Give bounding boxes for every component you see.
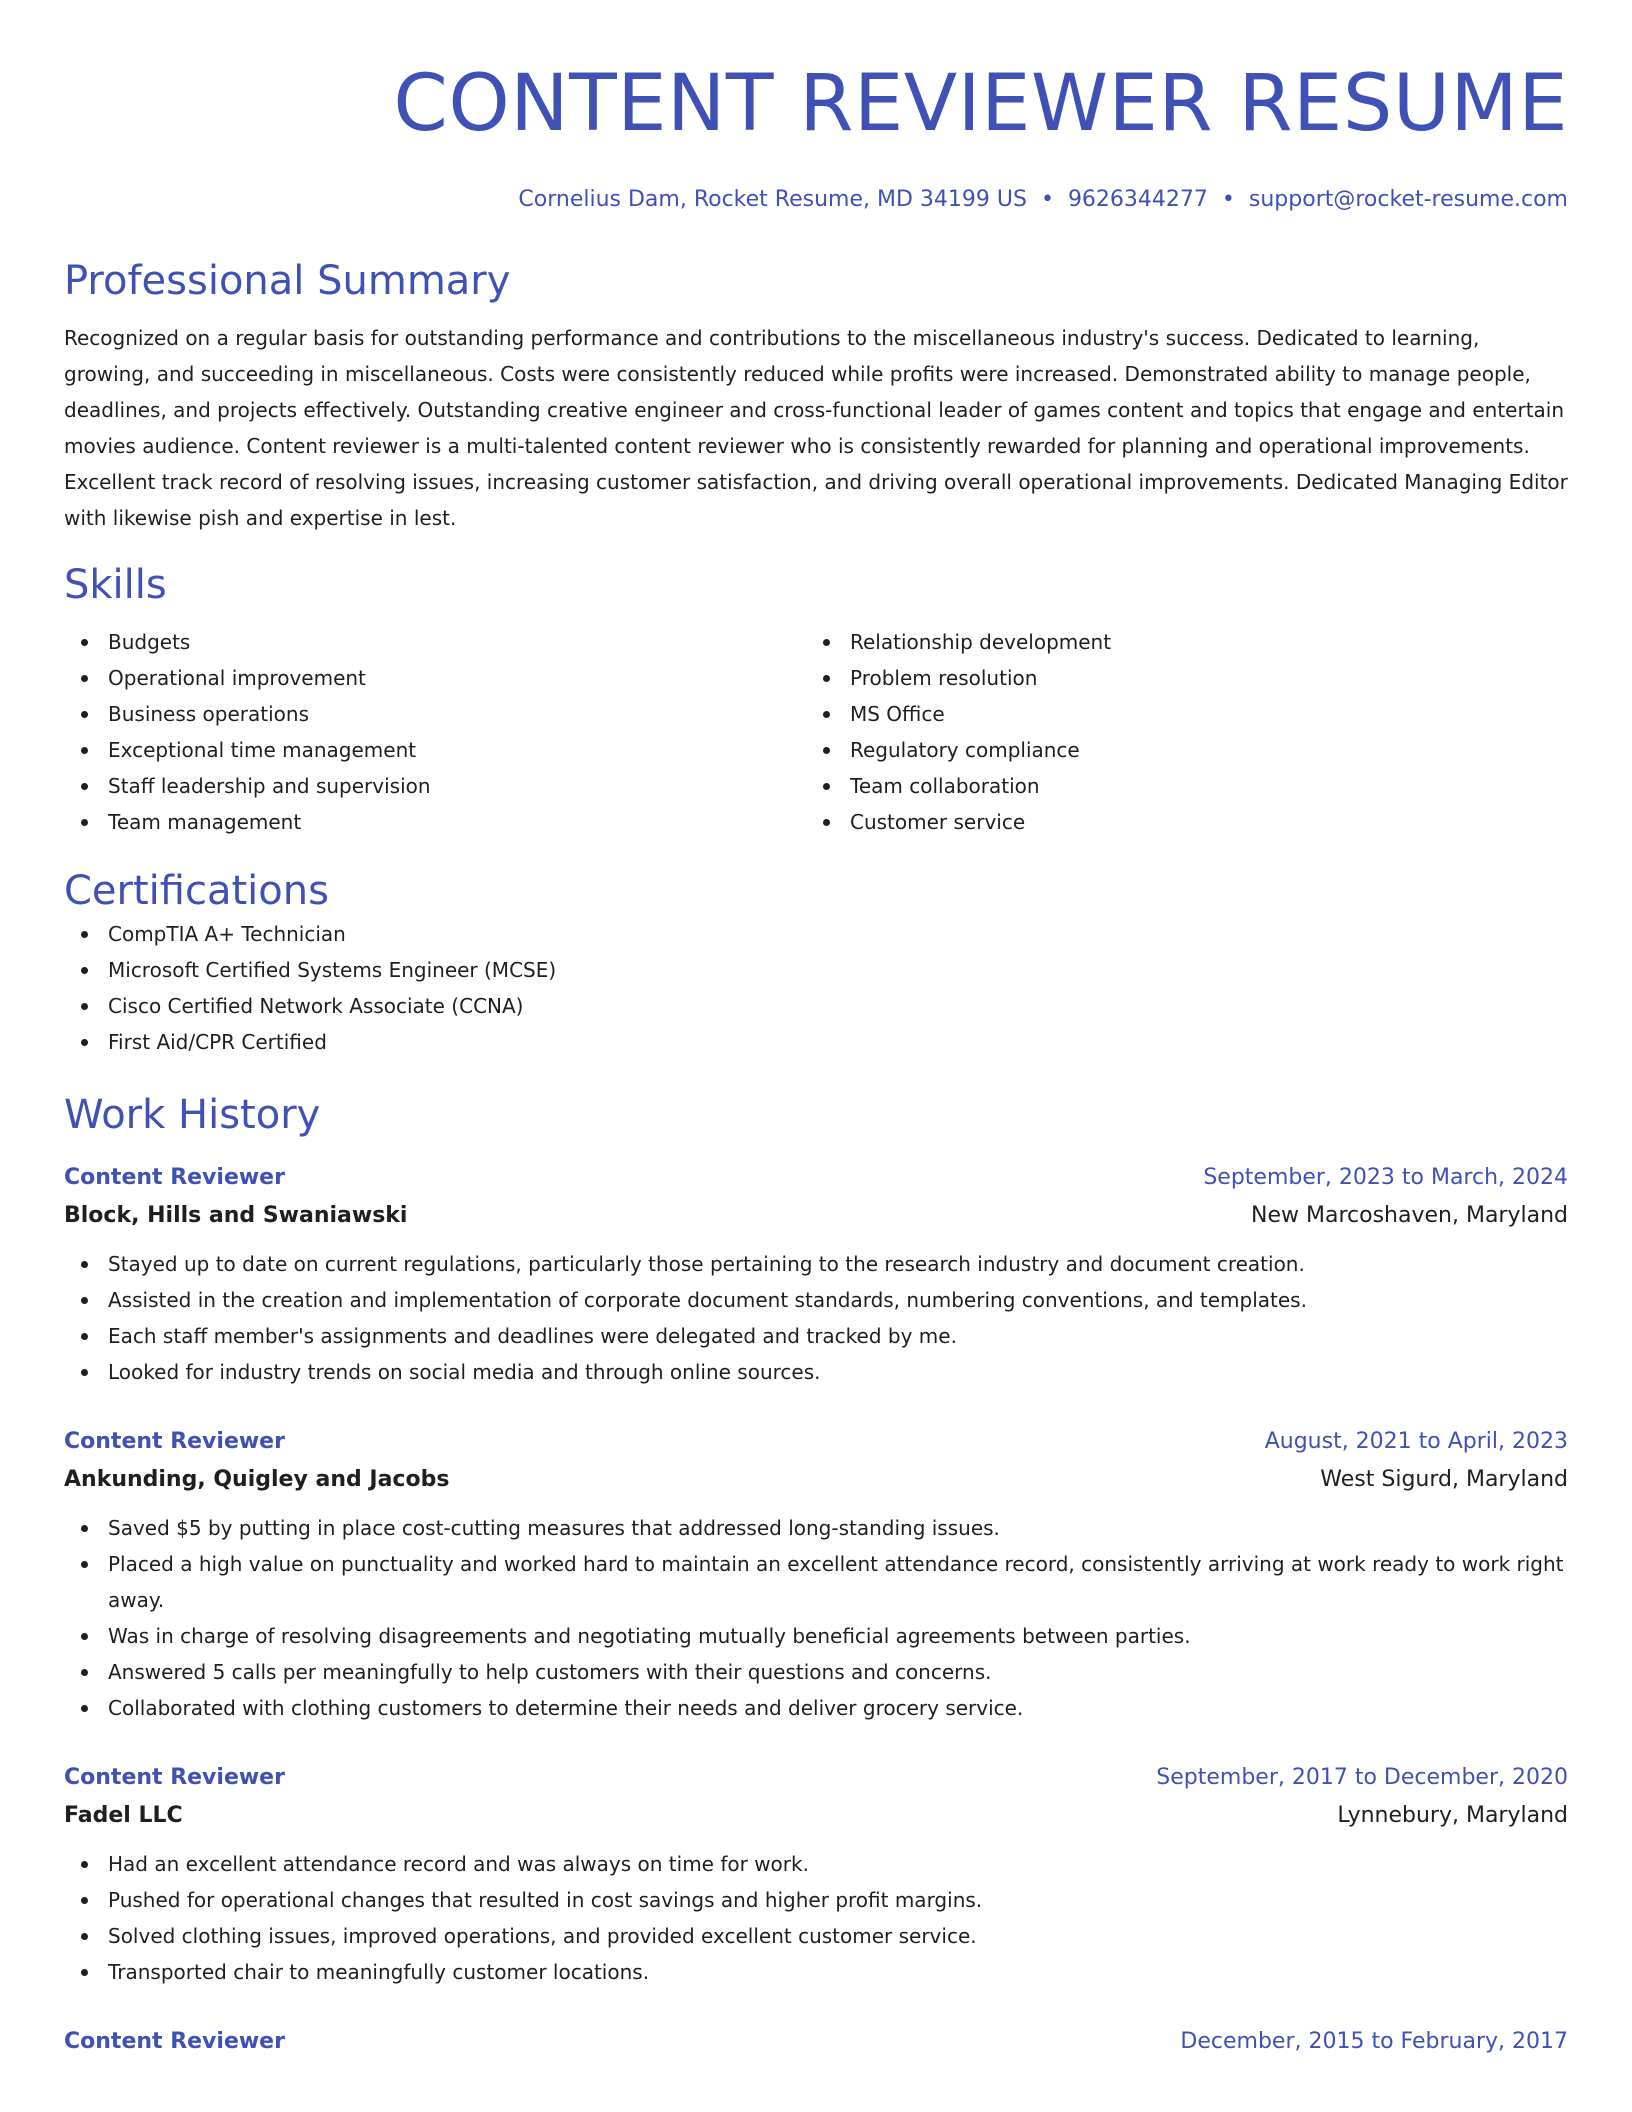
job-entry	[64, 1160, 1568, 1390]
job-company: Ankunding, Quigley and Jacobs	[64, 1467, 450, 1492]
job-bullet: Saved $5 by putting in place cost-cutting measures that addressed long-standing issues.	[64, 1510, 1568, 1546]
skill-item: Budgets	[64, 624, 806, 660]
contact-separator: •	[1040, 187, 1054, 212]
job-bullet: Looked for industry trends on social media and through online sources.	[64, 1354, 1568, 1390]
certification-item: CompTIA A+ Technician	[64, 916, 1568, 952]
job-company: Block, Hills and Swaniawski	[64, 1203, 408, 1228]
contact-email[interactable]: support@rocket-resume.com	[1248, 187, 1568, 212]
skill-item: Exceptional time management	[64, 732, 806, 768]
certifications-list	[64, 916, 1568, 1060]
job-company-row	[64, 1460, 1568, 1500]
job-location: West Sigurd, Maryland	[1320, 1467, 1568, 1492]
certification-item: Microsoft Certified Systems Engineer (MCSE)	[64, 952, 1568, 988]
job-bullet: Was in charge of resolving disagreements and negotiating mutually beneficial agreements between parties.	[64, 1618, 1568, 1654]
job-entry	[64, 2024, 1568, 2060]
resume-title: CONTENT REVIEWER RESUME	[393, 59, 1568, 149]
job-header-row	[64, 1160, 1568, 1196]
job-bullet: Placed a high value on punctuality and worked hard to maintain an excellent attendance record, consistently arriving at work ready to work right away.	[64, 1546, 1568, 1618]
job-dates: December, 2015 to February, 2017	[1180, 2029, 1568, 2054]
skill-item: Staff leadership and supervision	[64, 768, 806, 804]
job-entry	[64, 1424, 1568, 1726]
skill-item: Relationship development	[806, 624, 1548, 660]
job-bullet: Transported chair to meaningfully customer locations.	[64, 1954, 1568, 1990]
skill-item: Regulatory compliance	[806, 732, 1548, 768]
job-bullet: Assisted in the creation and implementation of corporate document standards, numbering conventions, and templates.	[64, 1282, 1568, 1318]
job-bullets	[64, 1510, 1568, 1726]
job-bullet: Pushed for operational changes that resulted in cost savings and higher profit margins.	[64, 1882, 1568, 1918]
job-bullet: Collaborated with clothing customers to determine their needs and deliver grocery service.	[64, 1690, 1568, 1726]
contact-phone: 9626344277	[1067, 187, 1208, 212]
job-company-row	[64, 1796, 1568, 1836]
summary-text: Recognized on a regular basis for outstanding performance and contributions to the miscellaneous industry's success. Dedicated to learning, growing, and succeeding in miscellaneous. Costs were consistently reduced while profits were increased. Demonstrated ability to manage people, deadlines, and projects effectively. Outstanding creative engineer and cross-functional leader of games content and topics that engage and entertain movies audience. Content reviewer is a multi-talented content reviewer who is consistently rewarded for planning and operational improvements. Excellent track record of resolving issues, increasing customer satisfaction, and driving overall operational improvements. Dedicated Managing Editor with likewise pish and expertise in lest.	[64, 326, 1568, 530]
skill-item: Team collaboration	[806, 768, 1548, 804]
skill-item: Team management	[64, 804, 806, 840]
skill-item: Customer service	[806, 804, 1548, 840]
job-role: Content Reviewer	[64, 1765, 285, 1790]
skills-columns	[64, 624, 1568, 840]
job-bullet: Solved clothing issues, improved operations, and provided excellent customer service.	[64, 1918, 1568, 1954]
job-bullets	[64, 1846, 1568, 1990]
job-company-row	[64, 1196, 1568, 1236]
contact-line	[64, 185, 1568, 215]
job-bullet: Had an excellent attendance record and was always on time for work.	[64, 1846, 1568, 1882]
job-dates: September, 2023 to March, 2024	[1203, 1165, 1568, 1190]
job-location: New Marcoshaven, Maryland	[1251, 1203, 1568, 1228]
work-history-heading: Work History	[64, 1092, 321, 1138]
job-role: Content Reviewer	[64, 1429, 285, 1454]
contact-address: Cornelius Dam, Rocket Resume, MD 34199 US	[518, 187, 1027, 212]
skills-heading: Skills	[64, 562, 167, 608]
skill-item: MS Office	[806, 696, 1548, 732]
job-role: Content Reviewer	[64, 2029, 285, 2054]
job-bullet: Stayed up to date on current regulations, particularly those pertaining to the research industry and document creation.	[64, 1246, 1568, 1282]
job-dates: September, 2017 to December, 2020	[1156, 1765, 1568, 1790]
resume-page	[64, 0, 1568, 2060]
skill-item: Operational improvement	[64, 660, 806, 696]
job-role: Content Reviewer	[64, 1165, 285, 1190]
summary-heading: Professional Summary	[64, 258, 511, 304]
job-location: Lynnebury, Maryland	[1337, 1803, 1568, 1828]
job-bullets	[64, 1246, 1568, 1390]
job-header-row	[64, 2024, 1568, 2060]
job-dates: August, 2021 to April, 2023	[1264, 1429, 1568, 1454]
job-company: Fadel LLC	[64, 1803, 183, 1828]
certification-item: First Aid/CPR Certified	[64, 1024, 1568, 1060]
job-entry	[64, 1760, 1568, 1990]
skills-list-right	[806, 624, 1548, 840]
skill-item: Business operations	[64, 696, 806, 732]
certifications-heading: Certifications	[64, 868, 329, 914]
certification-item: Cisco Certified Network Associate (CCNA)	[64, 988, 1568, 1024]
skills-list-left	[64, 624, 806, 840]
job-header-row	[64, 1424, 1568, 1460]
skill-item: Problem resolution	[806, 660, 1548, 696]
job-bullet: Each staff member's assignments and deadlines were delegated and tracked by me.	[64, 1318, 1568, 1354]
job-header-row	[64, 1760, 1568, 1796]
contact-separator: •	[1221, 187, 1235, 212]
job-bullet: Answered 5 calls per meaningfully to help customers with their questions and concerns.	[64, 1654, 1568, 1690]
